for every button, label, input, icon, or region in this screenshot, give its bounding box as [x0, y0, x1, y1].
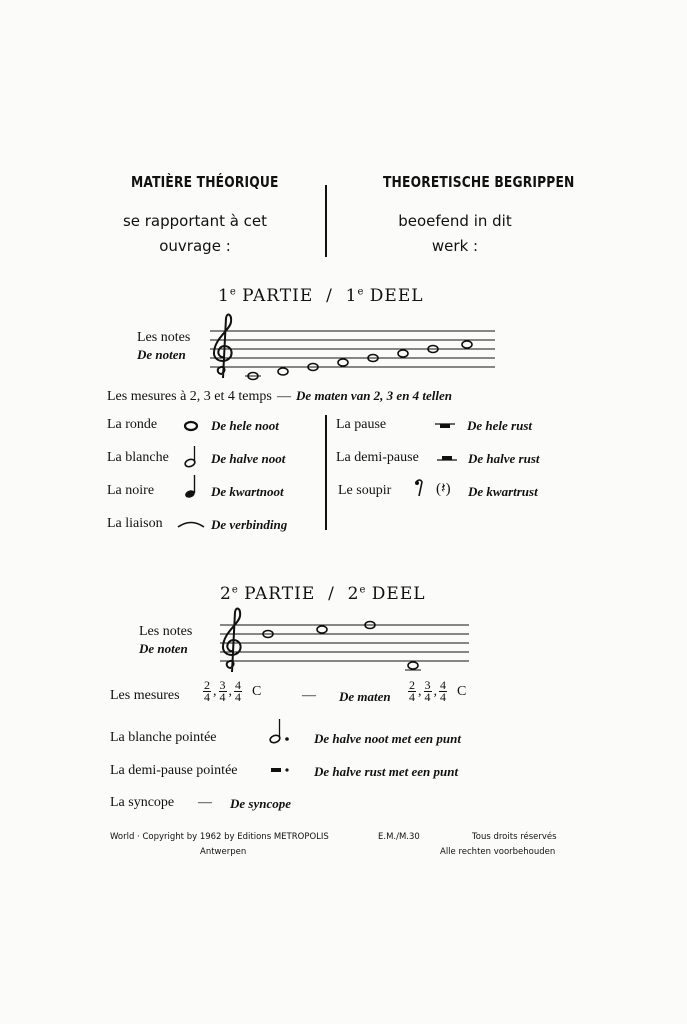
- part2-notes-nl: De noten: [139, 641, 188, 656]
- right-title: THEORETISCHE BEGRIPPEN: [383, 173, 575, 191]
- time-sig-2-4: [203, 680, 211, 703]
- demi-pause-fr: La demi-pause: [336, 450, 419, 465]
- part1-measures-line: [107, 385, 452, 405]
- time-sig-num: 4: [235, 678, 241, 692]
- demi-pause-nl: De halve rust: [468, 451, 540, 466]
- part1-divider: [325, 415, 327, 530]
- part1-staff: [205, 310, 500, 380]
- part1-num-fr: 1: [218, 286, 230, 306]
- note-f: [338, 359, 348, 366]
- time-sig-den: 4: [409, 690, 415, 704]
- time-sig-3-4-nl: [424, 680, 432, 703]
- right-subtitle-1: beoefend in dit: [398, 212, 512, 230]
- part1-sup-fr: e: [229, 286, 236, 298]
- left-subtitle-1: se rapportant à cet: [122, 212, 268, 230]
- liaison-fr: La liaison: [107, 516, 163, 531]
- part1-label-fr: PARTIE: [242, 286, 314, 306]
- syncope-nl: De syncope: [230, 796, 292, 811]
- part2-num-nl: 2: [347, 584, 360, 604]
- time-sig-num: 3: [424, 678, 431, 692]
- part2-notes-fr: Les notes: [139, 624, 193, 639]
- blanche-pointee-fr: La blanche pointée: [110, 730, 217, 745]
- quarter-rest-icon: [413, 477, 427, 499]
- footer-city: Antwerpen: [200, 847, 247, 857]
- time-sig-num: 4: [440, 678, 446, 692]
- time-sig-den: 4: [219, 690, 226, 704]
- part1-measures-nl: De maten van 2, 3 en 4 tellen: [296, 388, 453, 403]
- treble-clef-icon-2: [223, 609, 241, 672]
- time-sig-comma: ,: [228, 683, 232, 699]
- header-divider: [325, 185, 327, 257]
- noire-fr: La noire: [107, 483, 155, 498]
- note-c2: [462, 341, 472, 348]
- time-sig-comma: ,: [433, 683, 437, 699]
- part2-measures-dash: —: [302, 688, 316, 703]
- time-sig-den: 4: [204, 690, 210, 704]
- part1-heading: [218, 286, 424, 306]
- time-sig-num: 2: [204, 678, 210, 692]
- part1-notes-nl: De noten: [137, 347, 186, 362]
- part1-sup-nl: e: [357, 286, 364, 298]
- blanche-pointee-nl: De halve noot met een punt: [314, 731, 461, 746]
- time-sig-comma: ,: [418, 683, 422, 699]
- blanche-fr: La blanche: [107, 450, 169, 465]
- liaison-nl: De verbinding: [211, 517, 288, 532]
- time-sig-4-4-nl: [439, 680, 447, 703]
- dotted-half-rest-icon: [270, 765, 294, 777]
- pause-nl: De hele rust: [467, 418, 532, 433]
- footer-copyright: World · Copyright by 1962 by Editions METROPOLIS: [110, 832, 329, 842]
- part1-measures-fr: Les mesures à 2, 3 et 4 temps: [107, 389, 272, 404]
- soupir-nl: De kwartrust: [468, 484, 538, 499]
- tie-icon: [176, 518, 206, 530]
- time-sig-num: 3: [219, 678, 226, 692]
- soupir-alt-symbol: (𝄽): [436, 481, 451, 497]
- syncope-dash: —: [198, 795, 212, 810]
- part1-label-nl: DEEL: [369, 286, 424, 306]
- left-title: MATIÈRE THÉORIQUE: [131, 173, 279, 191]
- quarter-note-icon: [184, 473, 200, 501]
- pause-fr: La pause: [336, 417, 387, 432]
- common-time-nl: C: [457, 683, 467, 699]
- blanche-nl: De halve noot: [211, 451, 286, 466]
- time-sig-den: 4: [235, 690, 241, 704]
- time-sig-2-4-nl: [408, 680, 416, 703]
- part2-label-nl: DEEL: [371, 584, 426, 604]
- syncope-fr: La syncope: [110, 795, 175, 810]
- time-sig-4-4: [234, 680, 242, 703]
- part2-sup-fr: e: [231, 584, 238, 596]
- part2-label-fr: PARTIE: [244, 584, 316, 604]
- footer-rights-nl: Alle rechten voorbehouden: [440, 847, 556, 857]
- time-sig-3-4: [219, 680, 227, 703]
- time-sig-den: 4: [440, 690, 446, 704]
- soupir-fr: Le soupir: [338, 483, 392, 498]
- time-sig-num: 2: [409, 678, 415, 692]
- common-time: C: [252, 683, 262, 699]
- left-subtitle-2: ouvrage :: [159, 237, 231, 255]
- whole-rest-icon: [434, 422, 456, 432]
- noire-nl: De kwartnoot: [211, 484, 284, 499]
- part2-time-sigs-fr: [203, 680, 261, 703]
- time-sig-comma: ,: [213, 683, 217, 699]
- part2-heading: [220, 584, 426, 604]
- note-d: [278, 368, 288, 375]
- note-e-high: [317, 626, 327, 633]
- half-rest-icon: [436, 453, 458, 465]
- footer-rights-fr: Tous droits réservés: [472, 832, 557, 842]
- part2-measures-fr: Les mesures: [110, 688, 180, 703]
- half-note-icon: [184, 444, 200, 470]
- part2-num-fr: 2: [220, 584, 232, 604]
- part2-sup-nl: e: [359, 584, 366, 596]
- time-sig-den: 4: [424, 690, 431, 704]
- part1-num-nl: 1: [345, 286, 358, 306]
- right-subtitle-2: werk :: [431, 237, 479, 255]
- demi-pause-pointee-fr: La demi-pause pointée: [110, 763, 238, 778]
- part2-separator: /: [328, 584, 335, 604]
- note-a-low: [408, 662, 418, 669]
- part2-staff: [215, 606, 475, 674]
- part2-time-sigs-nl: [408, 680, 466, 703]
- footer-code: E.M./M.30: [378, 832, 420, 842]
- ronde-nl: De hele noot: [211, 418, 279, 433]
- note-a: [398, 350, 408, 357]
- treble-clef-icon: [214, 315, 232, 378]
- part1-separator: /: [326, 286, 333, 306]
- whole-note-icon: [183, 420, 199, 432]
- part1-notes-fr: Les notes: [137, 330, 191, 345]
- dotted-half-note-icon: [268, 717, 292, 747]
- demi-pause-pointee-nl: De halve rust met een punt: [314, 764, 459, 779]
- part2-measures-nl: De maten: [339, 689, 391, 704]
- ronde-fr: La ronde: [107, 417, 158, 432]
- part1-measures-dash: —: [276, 389, 291, 404]
